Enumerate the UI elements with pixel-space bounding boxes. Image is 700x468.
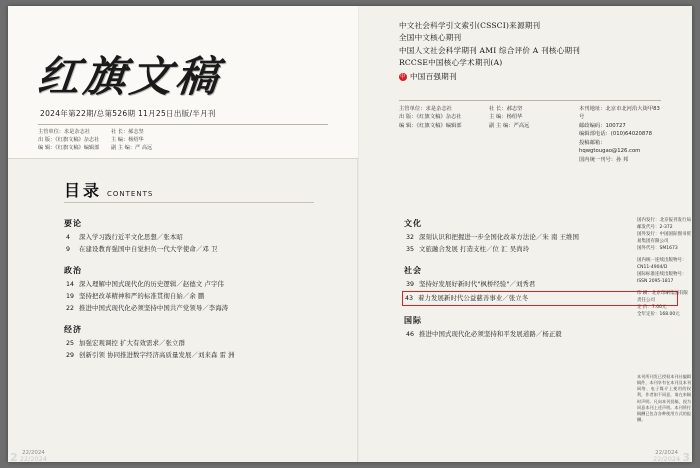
pub-line: 邮政编码：100727 xyxy=(579,122,626,129)
cover-credentials xyxy=(399,20,661,83)
pub-left-block xyxy=(399,105,481,164)
toc-entry-title: 加强宏观调控 扩大有效需求／张立群 xyxy=(79,339,185,348)
masthead xyxy=(8,6,358,159)
toc-title-cn: 目录 xyxy=(64,181,103,200)
toc-entry-title: 推进中国式现代化必须坚持和平发展道路／杨正毅 xyxy=(419,330,562,339)
credential-line: 中国人文社会科学期刊 AMI 综合评价 A 刊核心期刊 xyxy=(399,45,581,55)
toc-entry-page: 46 xyxy=(406,331,415,339)
toc-heading xyxy=(64,178,153,201)
toc-entry-page: 32 xyxy=(406,234,415,242)
imprint-line: 主 编：杨绍华 xyxy=(110,137,144,144)
distribution-line: 印 刷：北京印刷集团有限责任公司 xyxy=(637,290,688,303)
pub-line: 国内统一刊号：孙 邦 xyxy=(579,156,629,163)
distribution-line: 国内统一连续出版物号：CN11-4904/D xyxy=(637,257,687,270)
left-page-footer: 22/2024 xyxy=(22,450,45,456)
toc-section xyxy=(64,218,340,256)
toc-entry-title: 文旅融合发展 打造支柱／位 汇 吴尚玲 xyxy=(419,245,530,254)
toc-section-title: 文化 xyxy=(404,218,422,228)
distribution-group xyxy=(637,258,691,286)
right-page xyxy=(359,6,692,462)
toc-entry-page: 22 xyxy=(66,305,75,313)
toc-section-title: 要论 xyxy=(64,218,82,228)
toc-entry-title: 深刻认识和把握进一步全国化改革方法论／朱 南 王维国 xyxy=(419,233,580,242)
pub-mid-block xyxy=(489,105,571,164)
toc-entry[interactable] xyxy=(64,350,340,362)
toc-entry-page: 4 xyxy=(66,234,71,242)
toc-entry-title: 坚持好发展好新时代"枫桥经验"／刘秀君 xyxy=(419,280,536,289)
toc-column-left xyxy=(64,218,340,371)
toc-section xyxy=(64,324,340,362)
toc-entry-page: 29 xyxy=(66,352,75,360)
toc-section xyxy=(64,265,340,315)
toc-section-title: 社会 xyxy=(404,264,422,275)
toc-entry[interactable] xyxy=(64,338,340,350)
distribution-group xyxy=(637,218,691,253)
pub-line: 出 版：《红旗文稿》杂志社 xyxy=(399,114,462,121)
toc-entry[interactable] xyxy=(64,244,340,256)
credential-line: 中文社会科学引文索引(CSSCI)来源期刊 xyxy=(399,21,541,30)
pub-line: 投稿邮箱：hqwgtougao@126.com xyxy=(579,139,641,155)
toc-entry-title: 坚持把改革精神和严的标准贯彻自始／余 鹏 xyxy=(79,292,205,301)
toc-entry-page: 43 xyxy=(405,294,414,302)
viewer-folio-right xyxy=(653,451,690,464)
pub-line: 主管单位：求是杂志社 xyxy=(399,106,452,112)
imprint-line: 副 主 编：严 高远 xyxy=(110,145,153,152)
imprint-line: 出 版：《红旗文稿》杂志社 xyxy=(38,137,100,144)
pub-line: 社 长：郝志坚 xyxy=(489,106,523,112)
toc-entry-page: 9 xyxy=(66,246,71,254)
toc-entry-title: 推进中国式现代化必须坚持中国共产党领导／李海涛 xyxy=(79,304,229,313)
badge-label: 中国百强期刊 xyxy=(410,72,457,82)
viewer-page-number-left: 2 xyxy=(10,451,18,464)
distribution-line: 国际标准连续出版物号：ISSN 2095-1817 xyxy=(637,271,687,284)
toc-entry[interactable] xyxy=(64,279,340,291)
imprint-line: 编 辑：《红旗文稿》编辑部 xyxy=(38,145,100,152)
viewer-folio-left xyxy=(10,451,47,464)
distribution-group xyxy=(637,291,691,319)
magazine-spread xyxy=(8,6,692,462)
toc-section-title: 政治 xyxy=(64,264,82,275)
toc-entry[interactable] xyxy=(64,303,340,315)
pub-right-block xyxy=(579,105,661,164)
toc-entry-title: 深入理解中国式现代化的历史逻辑／赵德文 卢宇伟 xyxy=(79,280,224,289)
viewer-page-sub-left: 22/2024 xyxy=(19,455,47,463)
toc-entry-page: 39 xyxy=(406,281,415,289)
distribution-line: 国外发行：中国国际图书贸易集团有限公司 xyxy=(637,231,691,244)
toc-entry-title: 着力发展新时代公益慈善事业／张立冬 xyxy=(418,293,529,302)
publication-info xyxy=(399,100,661,164)
toc-section-title: 国际 xyxy=(404,314,422,325)
toc-divider xyxy=(64,202,314,203)
distribution-line: 国内发行：北京报刊发行局 xyxy=(637,218,691,223)
toc-entry[interactable] xyxy=(64,291,340,303)
toc-entry-title: 深入学习践行近平文化思想／张本昭 xyxy=(79,233,183,242)
imprint-line: 社 长：郝志坚 xyxy=(110,129,144,135)
badge-row xyxy=(399,71,661,83)
viewer-page-number-right: 3 xyxy=(682,451,690,464)
imprint-col-2 xyxy=(111,128,152,152)
masthead-imprint xyxy=(38,124,328,152)
distribution-line: 国外代号：SM1673 xyxy=(637,245,678,251)
toc-entry-title: 在建设教育强国中自觉担负一代大学使命／邓 卫 xyxy=(79,245,218,254)
distribution-line: 定 价：7.00元 xyxy=(637,304,667,310)
pub-line: 本刊地址：北京市北河沿大街甲83号 xyxy=(579,106,660,121)
pub-line: 副 主 编：严高远 xyxy=(489,122,530,129)
seal-icon: 中 xyxy=(400,74,406,81)
distribution-line: 邮发代号：2-372 xyxy=(637,224,673,230)
credential-line: 全国中文核心期刊 xyxy=(399,33,462,43)
pub-line: 编辑部电话：(010)64020878 xyxy=(579,131,652,138)
pub-line: 主 编：杨绍华 xyxy=(489,114,523,121)
toc-section-title: 经济 xyxy=(64,323,82,334)
distribution-line: 全年定价：168.00元 xyxy=(637,311,680,317)
imprint-col-1 xyxy=(38,128,99,152)
issue-line: 2024年第22期/总第526期 11月25日出版/半月刊 xyxy=(40,109,216,118)
toc-entry-page: 19 xyxy=(66,293,75,301)
toc-entry-page: 25 xyxy=(66,340,75,348)
toc-entry-page: 14 xyxy=(66,281,75,289)
viewer-page-sub-right: 22/2024 xyxy=(653,455,681,463)
toc-entry-title: 创新引领 协同推进数字经济高质量发展／刘来森 雷 洲 xyxy=(79,351,235,360)
toc-entry[interactable] xyxy=(64,232,340,244)
magazine-logo: 红旗文稿 xyxy=(35,52,225,101)
imprint-line: 主管单位：求是杂志社 xyxy=(38,129,90,135)
toc-entry-page: 35 xyxy=(406,246,415,254)
copyright-notice: 本刊所刊发已授权本刊社编辑稿件，本刊享有在本刊及本刊网络、电子媒介上使用的权利，作者如不同意，请在来稿时声明。凡向本刊投稿，视为同意本刊上述声明。本刊所付稿酬已包含各种使用方式的报酬。 xyxy=(637,374,691,422)
pub-line: 编 辑：《红旗文稿》编辑部 xyxy=(399,122,462,129)
credential-line: RCCSE中国核心学术期刊(A) xyxy=(399,57,503,67)
toc-title-en: CONTENTS xyxy=(107,190,154,198)
right-page-footer: 22/2024 xyxy=(655,450,678,456)
distribution-info xyxy=(637,218,691,324)
